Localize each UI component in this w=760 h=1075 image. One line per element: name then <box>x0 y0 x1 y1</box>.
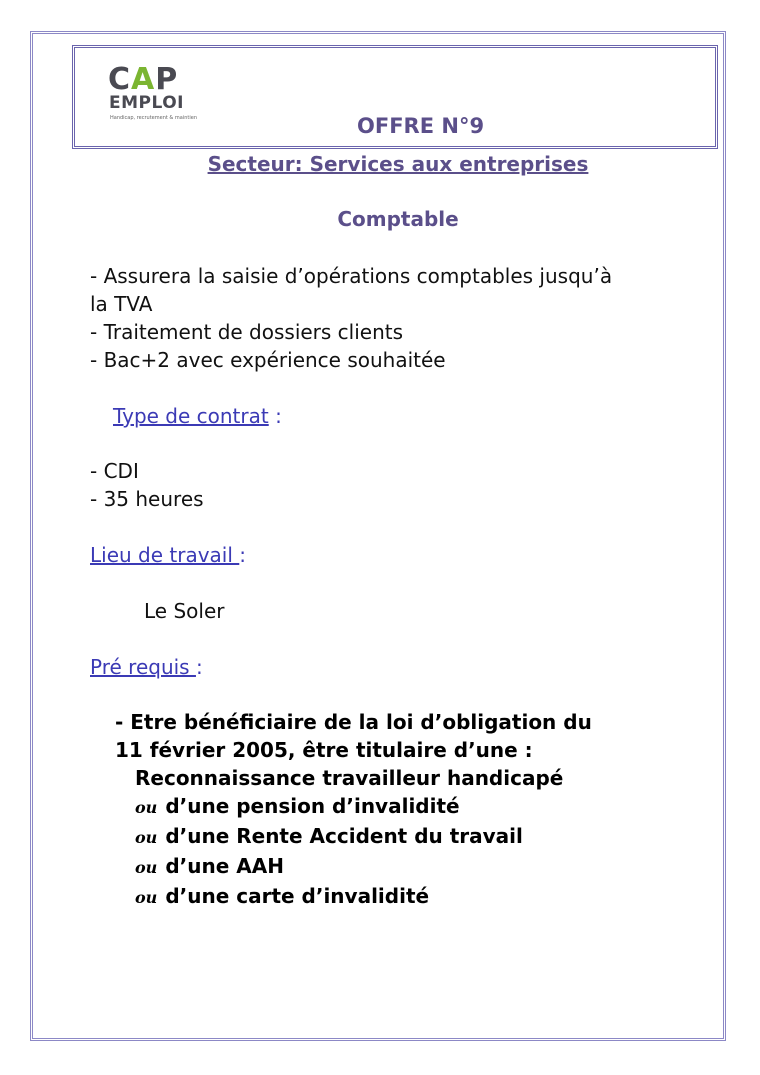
prerequisite-line: Reconnaissance travailleur handicapé <box>135 766 564 790</box>
or-word: ou <box>135 888 158 907</box>
contract-heading <box>113 402 282 430</box>
prerequisite-line: 11 février 2005, être titulaire d’une : <box>115 738 533 762</box>
sector-heading: Secteur: Services aux entreprises <box>207 152 589 176</box>
workplace-heading <box>90 541 246 569</box>
workplace-label: Lieu de travail <box>90 543 240 567</box>
job-description <box>90 262 612 374</box>
contract-item: - 35 heures <box>90 487 204 511</box>
contract-label: Type de contrat <box>113 404 269 428</box>
logo-tagline: Handicap, recrutement & maintien <box>110 115 197 121</box>
contract-items <box>90 457 204 513</box>
prerequisite-line: - Etre bénéficiaire de la loi d’obligation du <box>115 710 592 734</box>
prerequisites-list <box>115 708 592 912</box>
alternative-item <box>115 882 592 912</box>
workplace-value: Le Soler <box>144 599 225 623</box>
description-line: la TVA <box>90 292 153 316</box>
description-line: - Assurera la saisie d’opérations comptables jusqu’à <box>90 264 613 288</box>
prerequisites-label: Pré requis <box>90 655 196 679</box>
cap-emploi-logo <box>108 64 208 124</box>
job-title: Comptable <box>337 207 459 231</box>
prerequisites-colon: : <box>195 655 203 679</box>
alternative-text: d’une AAH <box>165 854 284 878</box>
or-word: ou <box>135 828 158 847</box>
offer-number: OFFRE N°9 <box>357 114 485 138</box>
or-word: ou <box>135 858 158 877</box>
contract-item: - CDI <box>90 459 139 483</box>
alternative-text: d’une pension d’invalidité <box>165 794 460 818</box>
alternative-text: d’une carte d’invalidité <box>165 884 430 908</box>
workplace-colon: : <box>239 543 247 567</box>
alternative-item <box>115 822 592 852</box>
alternative-text: d’une Rente Accident du travail <box>165 824 523 848</box>
contract-colon: : <box>268 404 282 428</box>
prerequisites-heading <box>90 653 203 681</box>
alternative-item <box>115 852 592 882</box>
alternative-item <box>115 792 592 822</box>
description-line: - Traitement de dossiers clients <box>90 320 404 344</box>
description-line: - Bac+2 avec expérience souhaitée <box>90 348 446 372</box>
logo-emploi-text: EMPLOI <box>109 93 184 113</box>
or-word: ou <box>135 798 158 817</box>
logo-cap-text: CAP <box>108 62 179 97</box>
